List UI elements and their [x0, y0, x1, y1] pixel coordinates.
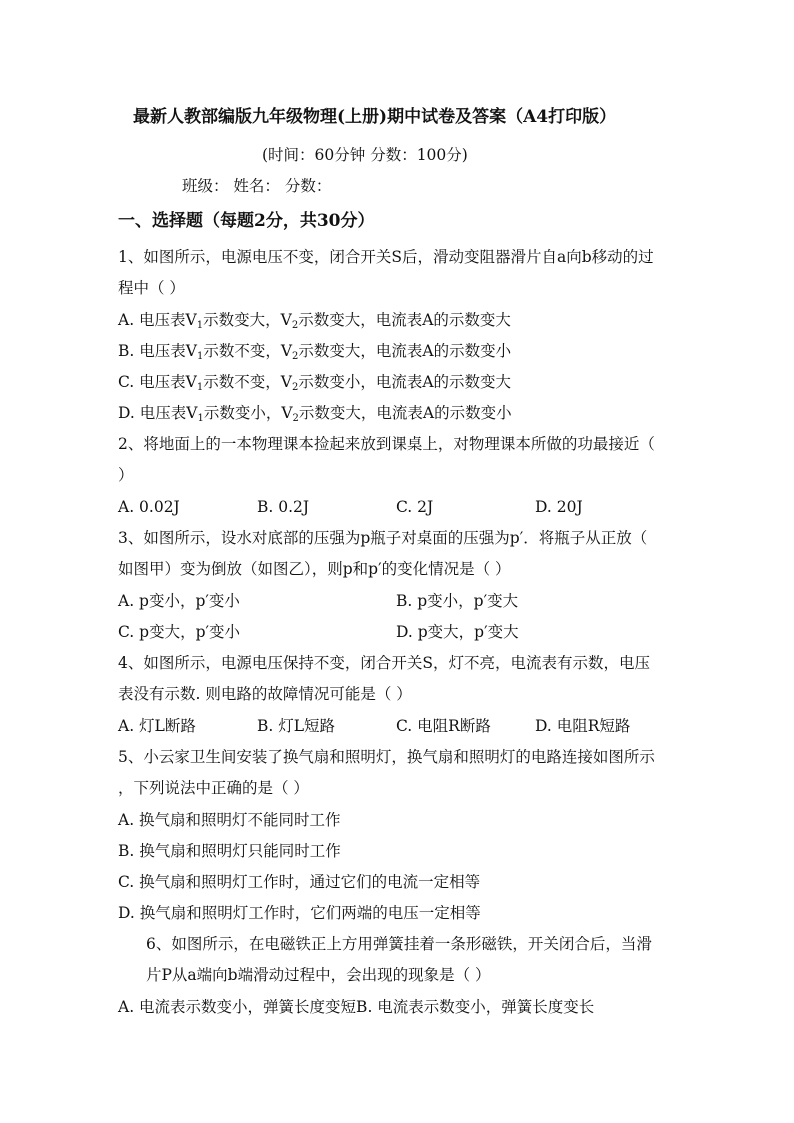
q3-stem-line-1: 3、如图所示，设水对底部的压强为p瓶子对桌面的压强为p′．将瓶子从正放（ — [118, 529, 648, 547]
q5-option-b: B. 换气扇和照明灯只能同时工作 — [118, 842, 341, 860]
q2-option-d: D. 20J — [535, 498, 583, 516]
q1-stem-line-2: 程中（ ） — [118, 279, 185, 297]
q1-stem-line-1: 1、如图所示，电源电压不变，闭合开关S后，滑动变阻器滑片自a向b移动的过 — [118, 248, 654, 266]
q1-option-c: C. 电压表$V_1$示数不变，$V_2$示数变小，电流表A的示数变大 — [118, 373, 512, 393]
q4-option-b: B. 灯L短路 — [257, 717, 336, 735]
q2-option-c: C. 2J — [396, 498, 434, 516]
q4-option-c: C. 电阻R断路 — [396, 717, 491, 735]
q3-option-d: D. p变大，p′变大 — [396, 623, 519, 641]
q2-stem-line-1: 2、将地面上的一本物理课本捡起来放到课桌上，对物理课本所做的功最接近（ — [118, 435, 655, 453]
q4-stem-line-2: 表没有示数. 则电路的故障情况可能是（ ） — [118, 685, 412, 703]
q4-stem-line-1: 4、如图所示，电源电压保持不变，闭合开关S，灯不亮，电流表有示数，电压 — [118, 654, 650, 672]
q4-option-a: A. 灯L断路 — [118, 717, 196, 735]
q3-option-a: A. p变小，p′变小 — [118, 592, 240, 610]
q5-stem-line-1: 5、小云家卫生间安装了换气扇和照明灯，换气扇和照明灯的电路连接如图所示 — [118, 748, 655, 766]
q6-stem-line-1: 6、如图所示，在电磁铁正上方用弹簧挂着一条形磁铁，开关闭合后，当滑 — [146, 935, 652, 953]
student-info-line: 班级： 姓名： 分数： — [182, 177, 332, 195]
q5-option-a: A. 换气扇和照明灯不能同时工作 — [118, 811, 341, 829]
section-heading: 一、选择题（每题2分，共30分） — [118, 211, 375, 231]
q3-option-b: B. p变小，p′变大 — [396, 592, 519, 610]
q3-option-c: C. p变大，p′变小 — [118, 623, 241, 641]
q1-option-a: A. 电压表$V_1$示数变大，$V_2$示数变大，电流表A的示数变大 — [118, 311, 511, 331]
q5-option-d: D. 换气扇和照明灯工作时，它们两端的电压一定相等 — [118, 904, 481, 922]
q1-option-d: D. 电压表$V_1$示数变小，$V_2$示数变大，电流表A的示数变小 — [118, 404, 512, 424]
q5-stem-line-2: ，下列说法中正确的是（ ） — [118, 779, 309, 797]
q2-stem-line-2: ） — [118, 466, 134, 484]
page-title: 最新人教部编版九年级物理(上册)期中试卷及答案（A4打印版） — [133, 107, 617, 127]
q6-stem-line-2: 片P从a端向b端滑动过程中，会出现的现象是（ ） — [146, 966, 491, 984]
q6-options-ab: A. 电流表示数变小，弹簧长度变短B. 电流表示数变小，弹簧长度变长 — [118, 998, 595, 1016]
time-score-line: (时间：60分钟 分数：100分) — [262, 146, 468, 164]
q2-option-b: B. 0.2J — [257, 498, 310, 516]
q5-option-c: C. 换气扇和照明灯工作时，通过它们的电流一定相等 — [118, 873, 481, 891]
q2-option-a: A. 0.02J — [118, 498, 180, 516]
q1-option-b: B. 电压表$V_1$示数不变，$V_2$示数变大，电流表A的示数变小 — [118, 342, 512, 362]
q3-stem-line-2: 如图甲）变为倒放（如图乙），则p和p′的变化情况是（ ） — [118, 560, 511, 578]
q4-option-d: D. 电阻R短路 — [535, 717, 631, 735]
